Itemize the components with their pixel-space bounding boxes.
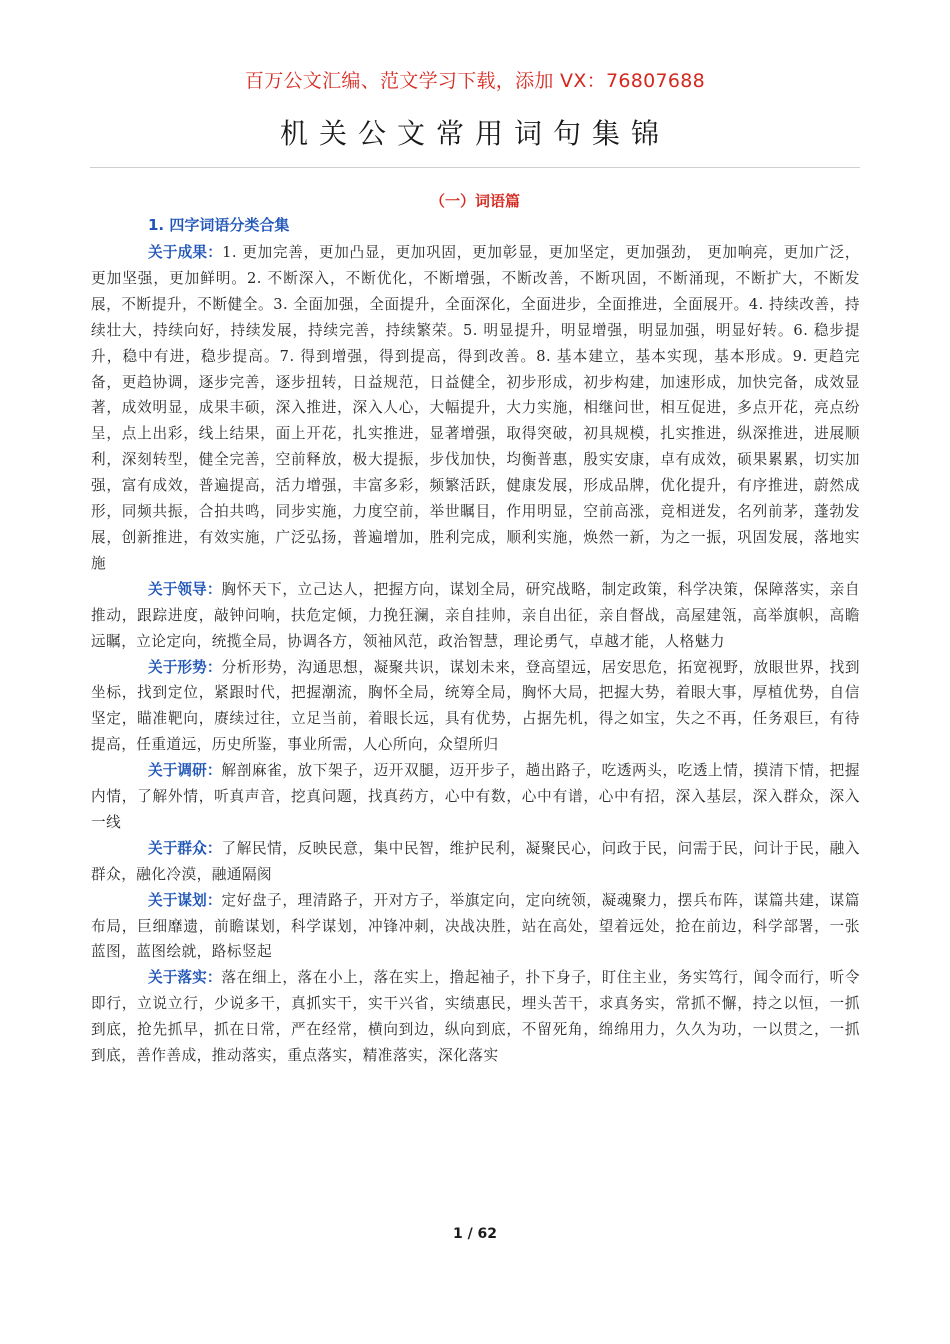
- paragraph-label: 关于成果：: [148, 244, 223, 261]
- paragraph-text: 了解民情，反映民意，集中民智，维护民利，凝聚民心，问政于民，问需于民，问计于民，融入群众，融化冷漠，融通隔阂: [91, 839, 860, 883]
- promo-banner: 百万公文汇编、范文学习下载，添加 VX：76807688: [244, 70, 706, 92]
- paragraph-text: 胸怀天下，立己达人，把握方向，谋划全局，研究战略，制定政策，科学决策，保障落实，亲自推动，跟踪进度，敲钟问响，扶危定倾，力挽狂澜，亲自挂帅，亲自出征，亲自督战，高屋建瓴，高举旗帜，高瞻远瞩，立论定向，统揽全局，协调各方，领袖风范，政治智慧，理论勇气，卓越才能，人格魅力: [91, 580, 860, 650]
- paragraph-leadership: [91, 577, 860, 655]
- paragraph-text: 1. 更加完善，更加凸显，更加巩固，更加彰显，更加坚定，更加强劲， 更加响亮，更加广泛，更加坚强，更加鲜明。2. 不断深入，不断优化，不断增强，不断改善，不断巩固，不断涌现，不断扩大，不断发展，不断提升，不断健全。3. 全面加强，全面提升，全面深化，全面进步，全面推进，全面展开。4. 持续改善，持续壮大，持续向好，持续发展，持续完善，持续繁荣。5. 明显提升，明显增强，明显加强，明显好转。6. 稳步提升，稳中有进，稳步提高。7. 得到增强，得到提高，得到改善。8. 基本建立，基本实现，基本形成。9. 更趋完备，更趋协调，逐步完善，逐步扭转，日益规范，日益健全，初步形成，初步构建，加速形成，加快完备，成效显著，成效明显，成果丰硕，深入推进，深入人心，大幅提升，大力实施，相继问世，相互促进，多点开花，亮点纷呈，点上出彩，线上结果，面上开花，扎实推进，显著增强，取得突破，初具规模，扎实推进，纵深推进，进展顺利，深刻转型，健全完善，空前释放，极大提振，步伐加快，均衡普惠，殷实安康，卓有成效，硕果累累，切实加强，富有成效，普遍提高，活力增强，丰富多彩，频繁活跃，健康发展，形成品牌，优化提升，有序推进，蔚然成形，同频共振，合拍共鸣，同步实施，力度空前，举世瞩目，作用明显，空前高涨，竞相迸发，名列前茅，蓬勃发展，创新推进，有效实施，广泛弘扬，普遍增加，胜利完成，顺利实施，焕然一新，为之一振，巩固发展，落地实施: [91, 244, 860, 572]
- paragraph-label: 关于落实：: [148, 969, 222, 987]
- document-title: 机关公文常用词句集锦: [279, 117, 670, 150]
- paragraph-text: 解剖麻雀，放下架子，迈开双腿，迈开步子，趟出路子，吃透两头，吃透上情，摸清下情，把握内情，了解外情，听真声音，挖真问题，找真药方，心中有数，心中有谱，心中有招，深入基层，深入群众，深入一线: [91, 762, 860, 831]
- paragraph-research: [91, 758, 860, 836]
- subsection-heading: 1. 四字词语分类合集: [148, 216, 290, 234]
- paragraph-text: 定好盘子，理清路子，开对方子，举旗定向，定向统领，凝魂聚力，摆兵布阵，谋篇共建，谋篇布局，巨细靡遗，前瞻谋划，科学谋划，冲锋冲刺，决战决胜，站在高处，望着远处，抢在前边，科学部署，一张蓝图，蓝图绘就，路标竖起: [91, 891, 860, 961]
- page-number: 1 / 62: [452, 1226, 498, 1242]
- document-body: [91, 240, 860, 1069]
- paragraph-label: 关于调研：: [148, 762, 222, 780]
- paragraph-label: 关于形势：: [148, 658, 222, 676]
- paragraph-text: 分析形势，沟通思想，凝聚共识，谋划未来，登高望远，居安思危，拓宽视野，放眼世界，找到坐标，找到定位，紧跟时代，把握潮流，胸怀全局，统筹全局，胸怀大局，把握大势，着眼大事，厚植优势，自信坚定，瞄准靶向，赓续过往，立足当前，着眼长远，具有优势，占据先机，得之如宝，失之不再，任务艰巨，有待提高，任重道远，历史所鉴，事业所需，人心所向，众望所归: [91, 658, 860, 754]
- paragraph-planning: [91, 888, 860, 966]
- title-divider: [90, 167, 860, 168]
- paragraph-text: 落在细上，落在小上，落在实上，撸起袖子，扑下身子，盯住主业，务实笃行，闻令而行，听令即行，立说立行，少说多干，真抓实干，实干兴省，实绩惠民，埋头苦干，求真务实，常抓不懈，持之以恒，一抓到底，抢先抓早，抓在日常，严在经常，横向到边，纵向到底，不留死角，绵绵用力，久久为功，一以贯之，一抓到底，善作善成，推动落实，重点落实，精准落实，深化落实: [91, 969, 860, 1065]
- paragraph-implementation: [91, 965, 860, 1069]
- paragraph-label: 关于群众：: [148, 839, 222, 857]
- paragraph-situation: [91, 655, 860, 759]
- paragraph-masses: [91, 836, 860, 888]
- paragraph-achievements: [91, 240, 860, 577]
- paragraph-label: 关于谋划：: [148, 891, 222, 909]
- paragraph-label: 关于领导：: [148, 580, 222, 598]
- section-heading: （一）词语篇: [429, 192, 520, 210]
